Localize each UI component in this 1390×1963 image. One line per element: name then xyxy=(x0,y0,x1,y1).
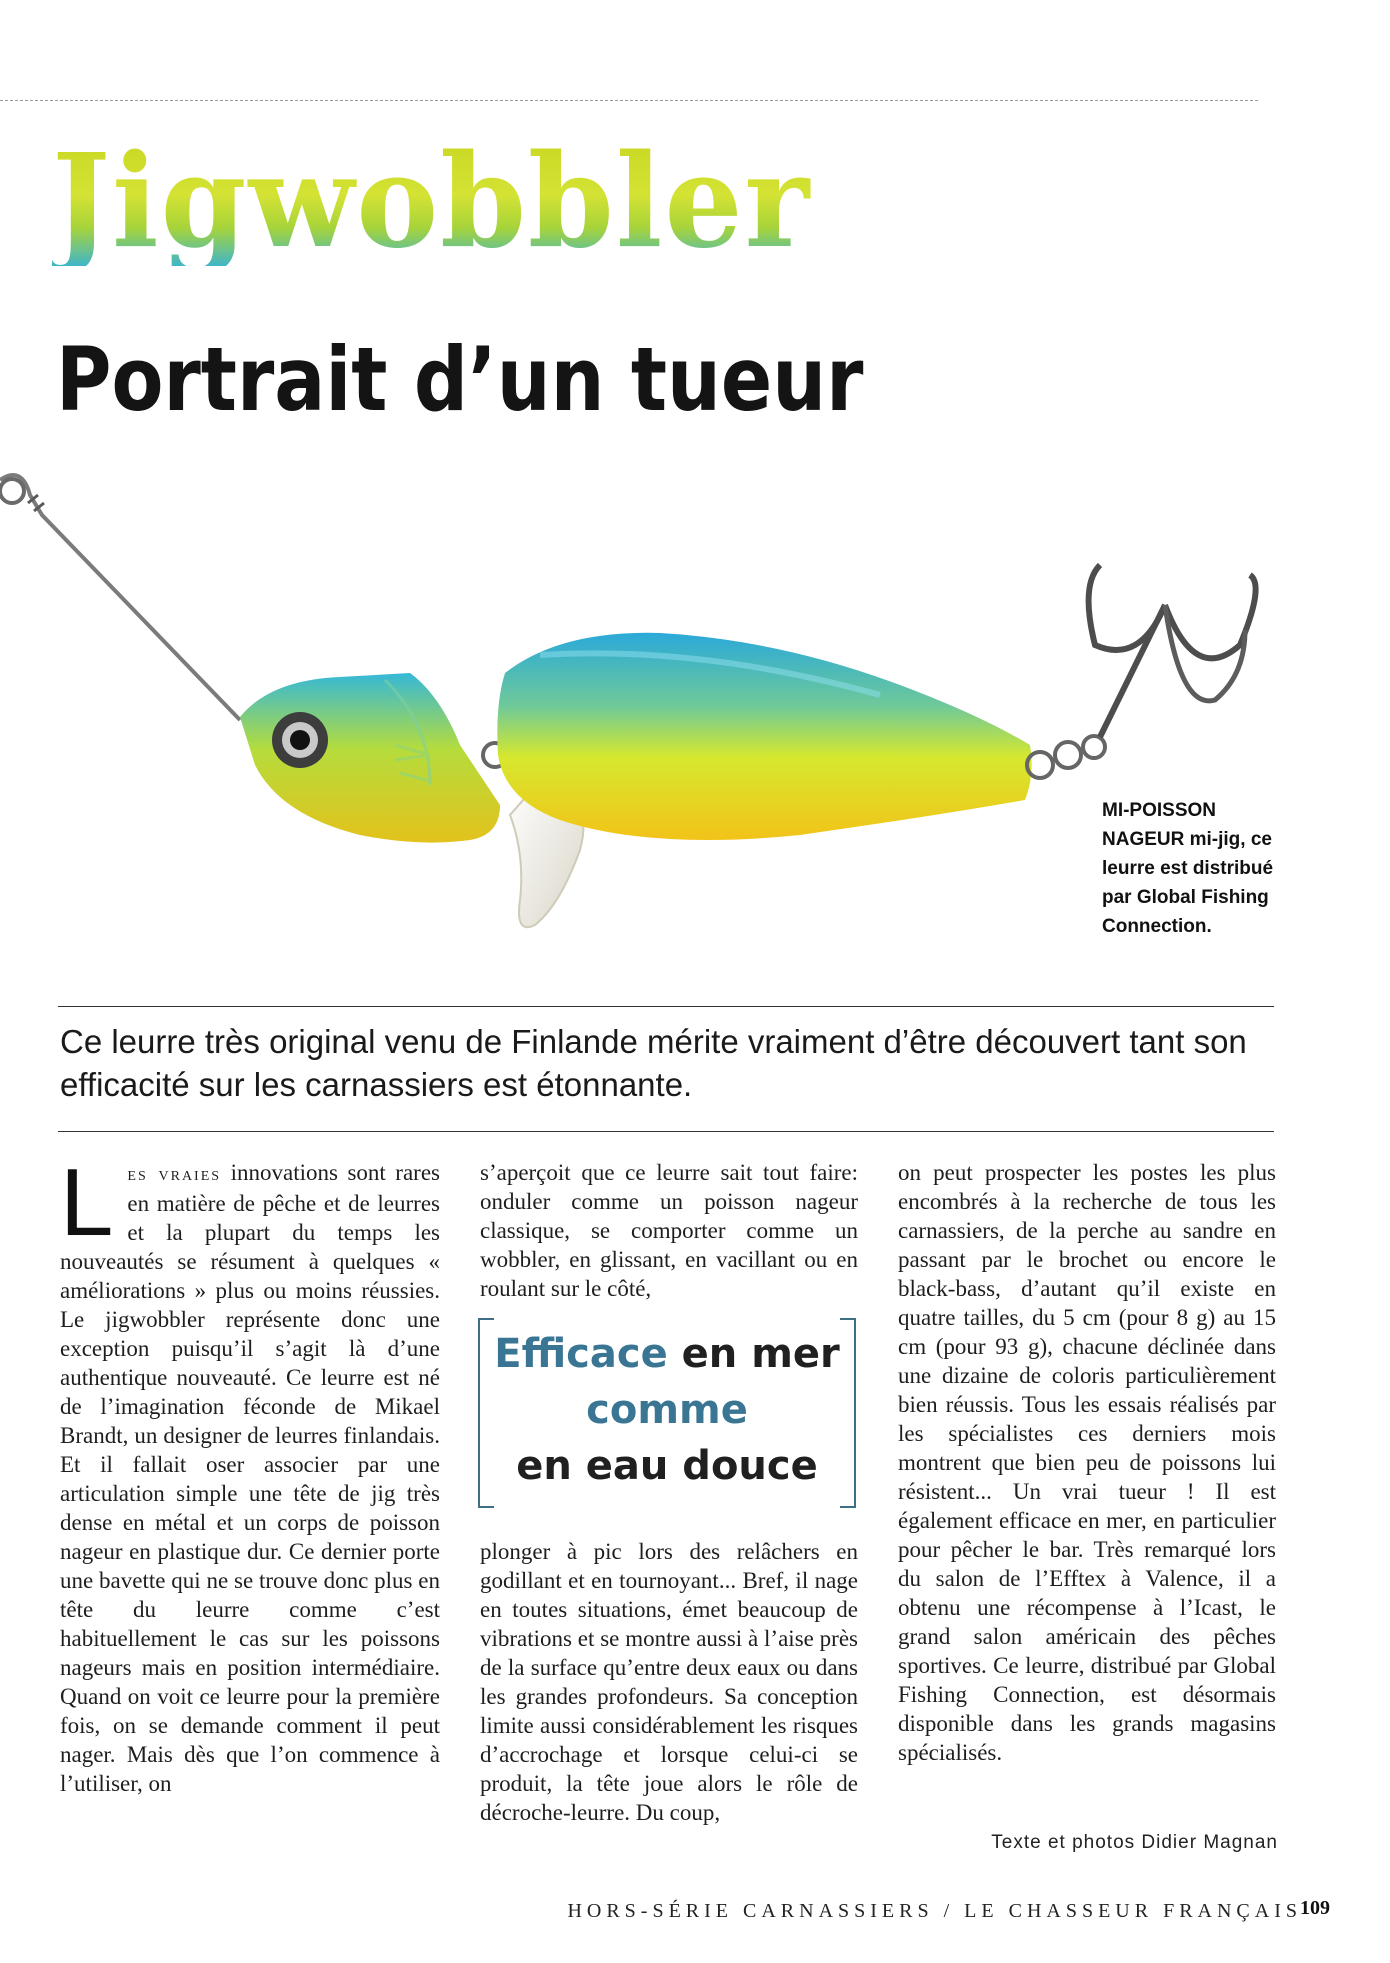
article-column-2-top xyxy=(480,1158,858,1303)
lead-rule-top xyxy=(58,1006,1274,1007)
lead-paragraph: Ce leurre très original venu de Finlande mérite vraiment d’être découvert tant son efficacité sur les carnassiers est étonnante. xyxy=(60,1023,1247,1103)
photo-credit: Texte et photos Didier Magnan xyxy=(991,1832,1278,1853)
pull-quote xyxy=(478,1318,856,1508)
article-column-3 xyxy=(898,1158,1276,1767)
column-1-text: innovations sont rares en matière de pêche et de leurres et la plupart du temps les nouveautés se résument à quelques « améliorations » plus ou moins réussies. Le jigwobbler représente donc une exception puisqu’il s’agit là d’une authentique nouveauté. Ce leurre est né de l’imagination féconde de Mikael Brandt, un designer de leurres finlandais. Et il fallait oser associer par une articulation simple une tête de jig très dense en métal et un corps de poisson nageur en plastique dur. Ce dernier porte une bavette qui ne se trouve donc plus en tête du leurre comme c’est habituellement le cas sur les poissons nageurs mais en position intermédiaire. Quand on voit ce leurre pour la première fois, on se demande comment il peut nager. Mais dès que l’on commence à l’utiliser, on xyxy=(60,1160,440,1796)
article-subtitle: Portrait d’un tueur xyxy=(56,328,864,431)
drop-cap: L xyxy=(60,1149,114,1256)
pull-quote-word-4: en eau douce xyxy=(516,1443,818,1489)
article-column-2-bottom xyxy=(480,1537,858,1827)
column-2-text-top: s’aperçoit que ce leurre sait tout faire: onduler comme un poisson nageur classique, se comporter comme un wobbler, en glissant, en vacillant ou en roulant sur le côté, xyxy=(480,1160,858,1301)
caption-text: mi-jig, ce leurre est distribué par Global Fishing Connection. xyxy=(1102,829,1274,937)
pull-quote-word-1: Efficace xyxy=(494,1331,668,1377)
column-2-text-bottom: plonger à pic lors des relâchers en godillant et en tournoyant... Bref, il nage en toutes situations, émet beaucoup de vibrations et se montre aussi à l’aise près de la surface qu’entre deux eaux ou dans les grandes profondeurs. Sa conception limite aussi considérablement les risques d’accrochage et lorsque celui-ci se produit, la tête joue alors le rôle de décroche-leurre. Du coup, xyxy=(480,1539,858,1825)
article-title: Jigwobbler xyxy=(52,127,812,277)
opening-words: es vraies xyxy=(127,1163,222,1185)
pull-quote-word-2: en mer xyxy=(681,1331,840,1377)
article-column-1 xyxy=(60,1149,440,1798)
photo-caption xyxy=(1102,796,1302,941)
pull-quote-word-3: comme xyxy=(586,1387,748,1433)
top-rule xyxy=(0,100,1258,101)
page-number: 109 xyxy=(1300,1897,1330,1919)
column-3-text: on peut prospecter les postes les plus encombrés à la recherche de tous les carnassiers, de la perche au sandre en passant par le brochet ou encore le black-bass, d’autant qu’il existe en quatre tailles, du 5 cm (pour 8 g) au 15 cm (pour 93 g), chacune déclinée dans une dizaine de coloris particulièrement bien réussis. Tous les essais réalisés par les spécialistes ces derniers mois montrent que bien peu de poissons lui résistent... Un vrai tueur ! Il est également efficace en mer, en particulier pour pêcher le bar. Très remarqué lors du salon de l’Efftex à Valence, il a obtenu une récompense à l’Icast, le grand salon américain des pêches sportives. Ce leurre, distribué par Global Fishing Connection, est désormais disponible dans les grands magasins spécialisés. xyxy=(898,1160,1276,1765)
publication-footer: HORS-SÉRIE CARNASSIERS / LE CHASSEUR FRANÇAIS xyxy=(567,1900,1302,1922)
lead-rule-bottom xyxy=(58,1131,1274,1132)
caption-lead: MI-POISSON NAGEUR xyxy=(1102,800,1217,850)
